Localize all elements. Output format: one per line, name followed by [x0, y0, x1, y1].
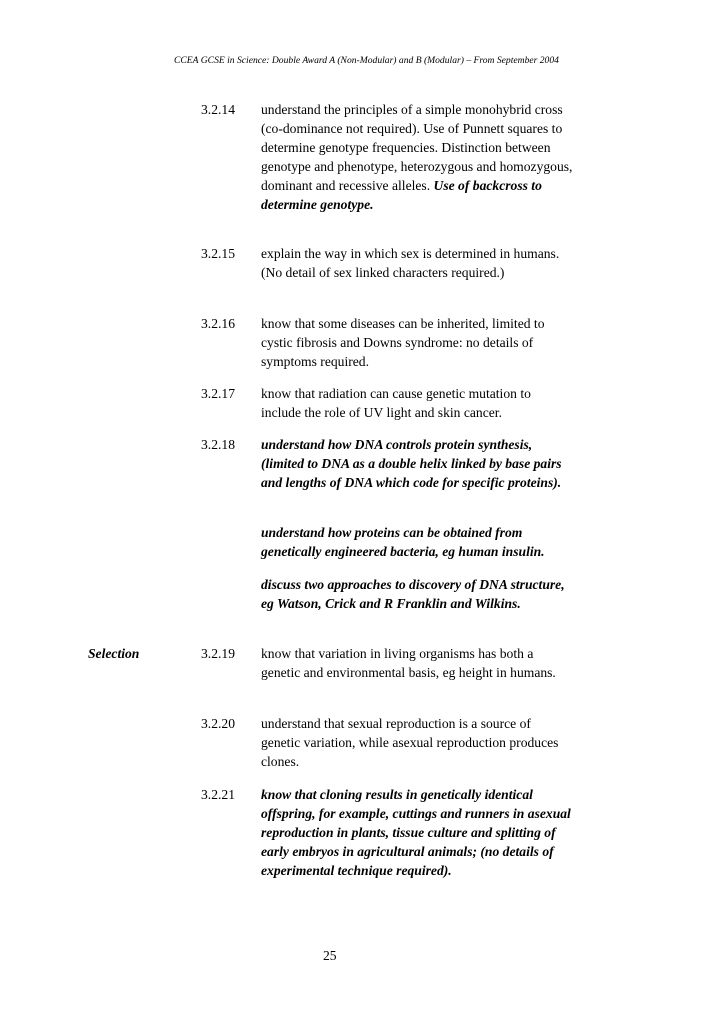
item-emphasis-text: Use of backcross to determine genotype. [261, 178, 542, 212]
item-number: 3.2.20 [201, 716, 235, 731]
item-number: 3.2.14 [201, 102, 235, 117]
item-text [261, 644, 567, 682]
item-text [261, 384, 567, 422]
item-number: 3.2.18 [201, 437, 235, 452]
item-text [261, 244, 561, 282]
item-extra-text-2: discuss two approaches to discovery of DNA structure, eg Watson, Crick and R Franklin and Wilkins. [261, 577, 565, 611]
item-number: 3.2.16 [201, 316, 235, 331]
item-plain-text: understand that sexual reproduction is a source of genetic variation, while asexual reproduction produces clones. [261, 716, 559, 769]
item-plain-text: know that variation in living organisms has both a genetic and environmental basis, eg height in humans. [261, 646, 556, 680]
item-emphasis-text: know that cloning results in genetically identical offspring, for example, cuttings and runners in asexual reproduction in plants, tissue culture and splitting of early embryos in agricultural animals; (no details of experimental technique required). [261, 787, 571, 878]
item-plain-text: understand the principles of a simple monohybrid cross (co-dominance not required). Use of Punnett squares to determine genotype frequencies. Distinction between genotype and phenotype, heterozygous and homozygous, dominant and recessive alleles. [261, 102, 573, 193]
item-number: 3.2.21 [201, 787, 235, 802]
item-extra-text-1: understand how proteins can be obtained from genetically engineered bacteria, eg human insulin. [261, 525, 545, 559]
item-number: 3.2.17 [201, 386, 235, 401]
item-text [261, 714, 567, 771]
item-text [261, 100, 583, 214]
item-text [261, 314, 567, 371]
item-number: 3.2.19 [201, 646, 235, 661]
item-plain-text: know that radiation can cause genetic mutation to include the role of UV light and skin cancer. [261, 386, 531, 420]
section-label-selection: Selection [88, 646, 140, 661]
item-number: 3.2.15 [201, 246, 235, 261]
item-emphasis-text: understand how DNA controls protein synthesis, (limited to DNA as a double helix linked by base pairs and lengths of DNA which code for specific proteins). [261, 437, 562, 490]
item-plain-text: know that some diseases can be inherited, limited to cystic fibrosis and Downs syndrome: no details of symptoms required. [261, 316, 545, 369]
item-plain-text: explain the way in which sex is determined in humans. (No detail of sex linked characters required.) [261, 246, 560, 280]
running-header: CCEA GCSE in Science: Double Award A (Non-Modular) and B (Modular) – From September 2004 [174, 55, 559, 66]
page-number: 25 [323, 948, 337, 963]
